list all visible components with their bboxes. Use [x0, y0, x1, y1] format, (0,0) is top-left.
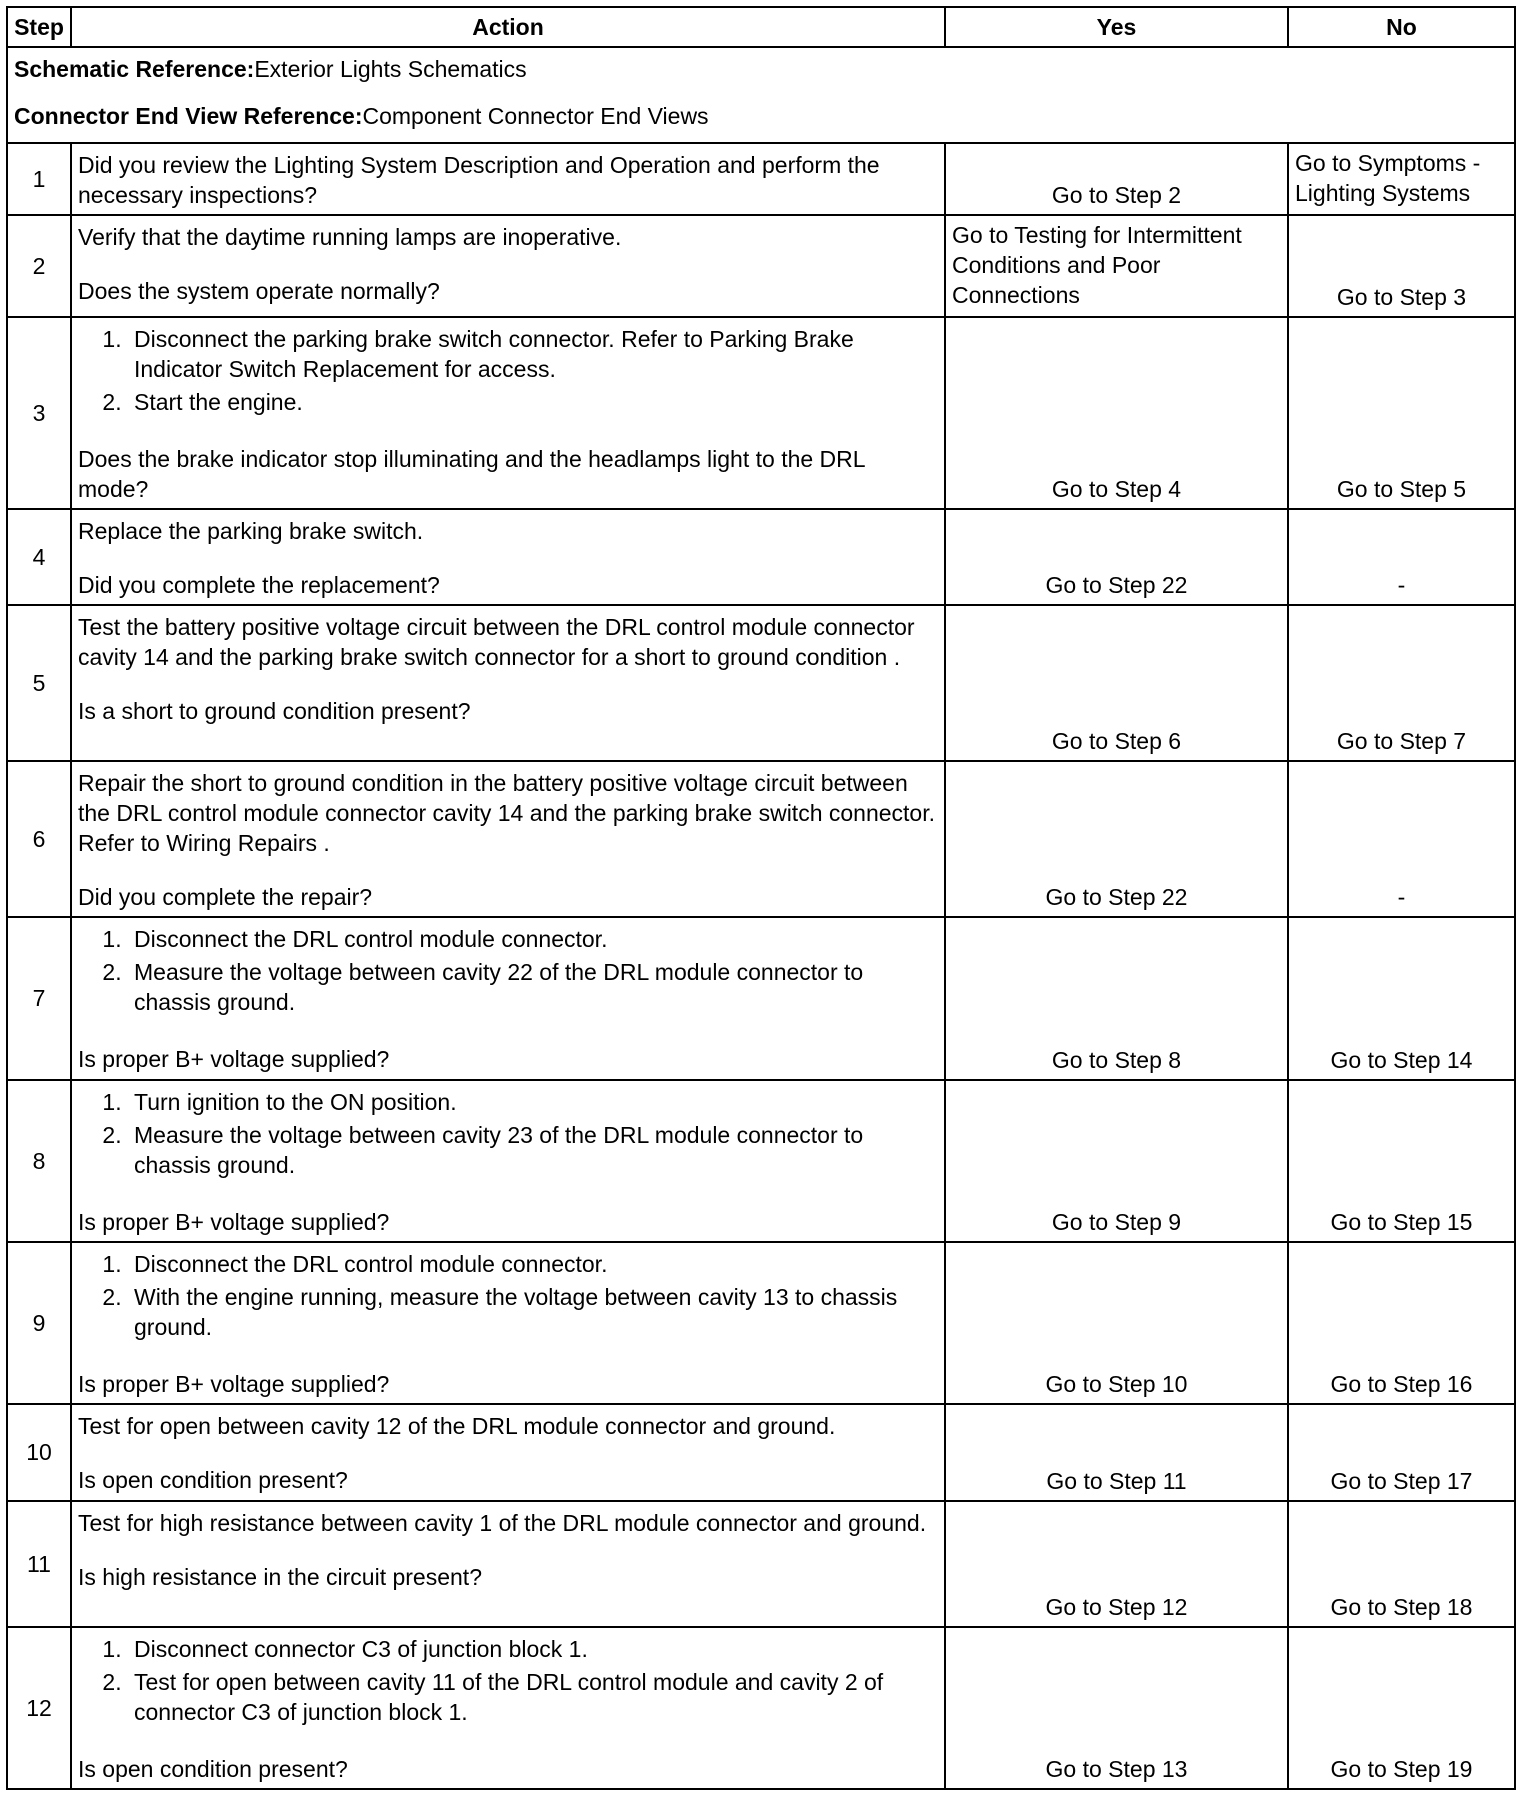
no-action-link[interactable]: Go to Step 14	[1288, 917, 1515, 1079]
action-cell	[71, 317, 945, 509]
yes-action-link[interactable]: Go to Step 11	[945, 1404, 1288, 1501]
step-number: 11	[7, 1501, 71, 1627]
no-action-link[interactable]: Go to Step 5	[1288, 317, 1515, 509]
step-number: 3	[7, 317, 71, 509]
yes-action-link[interactable]: Go to Step 8	[945, 917, 1288, 1079]
step-number: 9	[7, 1242, 71, 1404]
table-row	[7, 509, 1515, 605]
table-row	[7, 1404, 1515, 1501]
yes-action-link[interactable]: Go to Step 10	[945, 1242, 1288, 1404]
action-step-item: 1. Disconnect the parking brake switch connector. Refer to Parking Brake Indicator Switch Replacement for access.	[128, 324, 938, 384]
table-row	[7, 317, 1515, 509]
action-instruction: Did you review the Lighting System Description and Operation and perform the necessary inspections?	[78, 152, 880, 209]
action-cell	[71, 1242, 945, 1404]
action-steps-list	[78, 1087, 938, 1180]
no-action-link: -	[1288, 761, 1515, 917]
schematic-reference-label: Schematic Reference:	[14, 56, 255, 82]
header-no: No	[1288, 7, 1515, 47]
no-action-link[interactable]: Go to Step 7	[1288, 605, 1515, 761]
no-action-link[interactable]: Go to Step 17	[1288, 1404, 1515, 1501]
step-number: 6	[7, 761, 71, 917]
action-steps-list	[78, 1249, 938, 1342]
action-cell	[71, 215, 945, 317]
no-action-link[interactable]: Go to Step 19	[1288, 1627, 1515, 1789]
yes-action-link[interactable]: Go to Step 12	[945, 1501, 1288, 1627]
table-row	[7, 1080, 1515, 1242]
action-question: Is a short to ground condition present?	[78, 698, 471, 725]
action-step-item: 2. Test for open between cavity 11 of the DRL control module and cavity 2 of connector C3 of junction block 1.	[128, 1667, 938, 1727]
action-instruction: Test for open between cavity 12 of the DRL module connector and ground.	[78, 1412, 836, 1439]
table-row	[7, 1242, 1515, 1404]
yes-action-link[interactable]: Go to Step 13	[945, 1627, 1288, 1789]
action-cell	[71, 143, 945, 215]
header-step: Step	[7, 7, 71, 47]
action-step-item: 2. Start the engine.	[128, 387, 938, 417]
no-action-link: -	[1288, 509, 1515, 605]
yes-action-link[interactable]: Go to Step 22	[945, 509, 1288, 605]
action-cell	[71, 509, 945, 605]
header-row	[7, 7, 1515, 47]
action-step-item: 1. Disconnect the DRL control module connector.	[128, 924, 938, 954]
no-action-link[interactable]: Go to Step 16	[1288, 1242, 1515, 1404]
action-instruction: Test the battery positive voltage circuit between the DRL control module connector cavity 14 and the parking brake switch connector for a short to ground condition .	[78, 614, 915, 671]
connector-reference	[14, 101, 1508, 131]
action-question: Does the system operate normally?	[78, 278, 440, 305]
schematic-reference	[14, 54, 1508, 84]
step-number: 7	[7, 917, 71, 1079]
step-number: 2	[7, 215, 71, 317]
yes-action-link[interactable]: Go to Step 22	[945, 761, 1288, 917]
step-number: 4	[7, 509, 71, 605]
step-number: 8	[7, 1080, 71, 1242]
action-step-item: 2. Measure the voltage between cavity 22 of the DRL module connector to chassis ground.	[128, 957, 938, 1017]
action-question: Is proper B+ voltage supplied?	[78, 1046, 390, 1073]
step-number: 1	[7, 143, 71, 215]
action-step-item: 2. Measure the voltage between cavity 23 of the DRL module connector to chassis ground.	[128, 1120, 938, 1180]
table-row	[7, 1627, 1515, 1789]
action-cell	[71, 1404, 945, 1501]
yes-action-link[interactable]: Go to Step 4	[945, 317, 1288, 509]
table-row	[7, 761, 1515, 917]
action-question: Is proper B+ voltage supplied?	[78, 1208, 390, 1235]
table-row	[7, 143, 1515, 215]
action-step-item: 1. Turn ignition to the ON position.	[128, 1087, 938, 1117]
action-cell	[71, 761, 945, 917]
diagnostic-table	[6, 6, 1516, 1790]
table-row	[7, 1501, 1515, 1627]
action-instruction: Repair the short to ground condition in the battery positive voltage circuit between the DRL control module connector cavity 14 and the parking brake switch connector. Refer to Wiring Repairs .	[78, 770, 936, 857]
action-steps-list	[78, 1634, 938, 1727]
action-step-item: 2. With the engine running, measure the voltage between cavity 13 to chassis ground.	[128, 1282, 938, 1342]
connector-reference-link[interactable]: Component Connector End Views	[362, 103, 709, 129]
step-number: 10	[7, 1404, 71, 1501]
action-step-item: 1. Disconnect connector C3 of junction block 1.	[128, 1634, 938, 1664]
no-action-link[interactable]: Go to Step 15	[1288, 1080, 1515, 1242]
action-question: Does the brake indicator stop illuminating and the headlamps light to the DRL mode?	[78, 446, 865, 503]
reference-row	[7, 47, 1515, 143]
action-cell	[71, 1627, 945, 1789]
table-row	[7, 605, 1515, 761]
step-number: 5	[7, 605, 71, 761]
no-action-link[interactable]: Go to Step 18	[1288, 1501, 1515, 1627]
action-step-item: 1. Disconnect the DRL control module connector.	[128, 1249, 938, 1279]
yes-action-link[interactable]: Go to Step 9	[945, 1080, 1288, 1242]
action-instruction: Test for high resistance between cavity 1 of the DRL module connector and ground.	[78, 1509, 927, 1536]
no-action-link[interactable]: Go to Symptoms - Lighting Systems	[1288, 143, 1515, 215]
yes-action-link[interactable]: Go to Step 2	[945, 143, 1288, 215]
header-action: Action	[71, 7, 945, 47]
action-question: Is open condition present?	[78, 1755, 348, 1782]
action-cell	[71, 1501, 945, 1627]
action-question: Is proper B+ voltage supplied?	[78, 1370, 390, 1397]
reference-cell	[7, 47, 1515, 143]
action-question: Did you complete the repair?	[78, 884, 373, 911]
schematic-reference-link[interactable]: Exterior Lights Schematics	[254, 56, 527, 82]
action-instruction: Replace the parking brake switch.	[78, 518, 424, 545]
header-yes: Yes	[945, 7, 1288, 47]
step-number: 12	[7, 1627, 71, 1789]
action-steps-list	[78, 924, 938, 1017]
no-action-link[interactable]: Go to Step 3	[1288, 215, 1515, 317]
action-question: Is high resistance in the circuit present?	[78, 1563, 482, 1590]
action-cell	[71, 1080, 945, 1242]
connector-reference-label: Connector End View Reference:	[14, 103, 363, 129]
yes-action-link[interactable]: Go to Step 6	[945, 605, 1288, 761]
action-instruction: Verify that the daytime running lamps are inoperative.	[78, 224, 622, 251]
action-steps-list	[78, 324, 938, 417]
action-question: Did you complete the replacement?	[78, 572, 440, 599]
action-cell	[71, 917, 945, 1079]
action-cell	[71, 605, 945, 761]
yes-action-link[interactable]: Go to Testing for Intermittent Conditions and Poor Connections	[945, 215, 1288, 317]
action-question: Is open condition present?	[78, 1466, 348, 1493]
table-row	[7, 917, 1515, 1079]
table-row	[7, 215, 1515, 317]
